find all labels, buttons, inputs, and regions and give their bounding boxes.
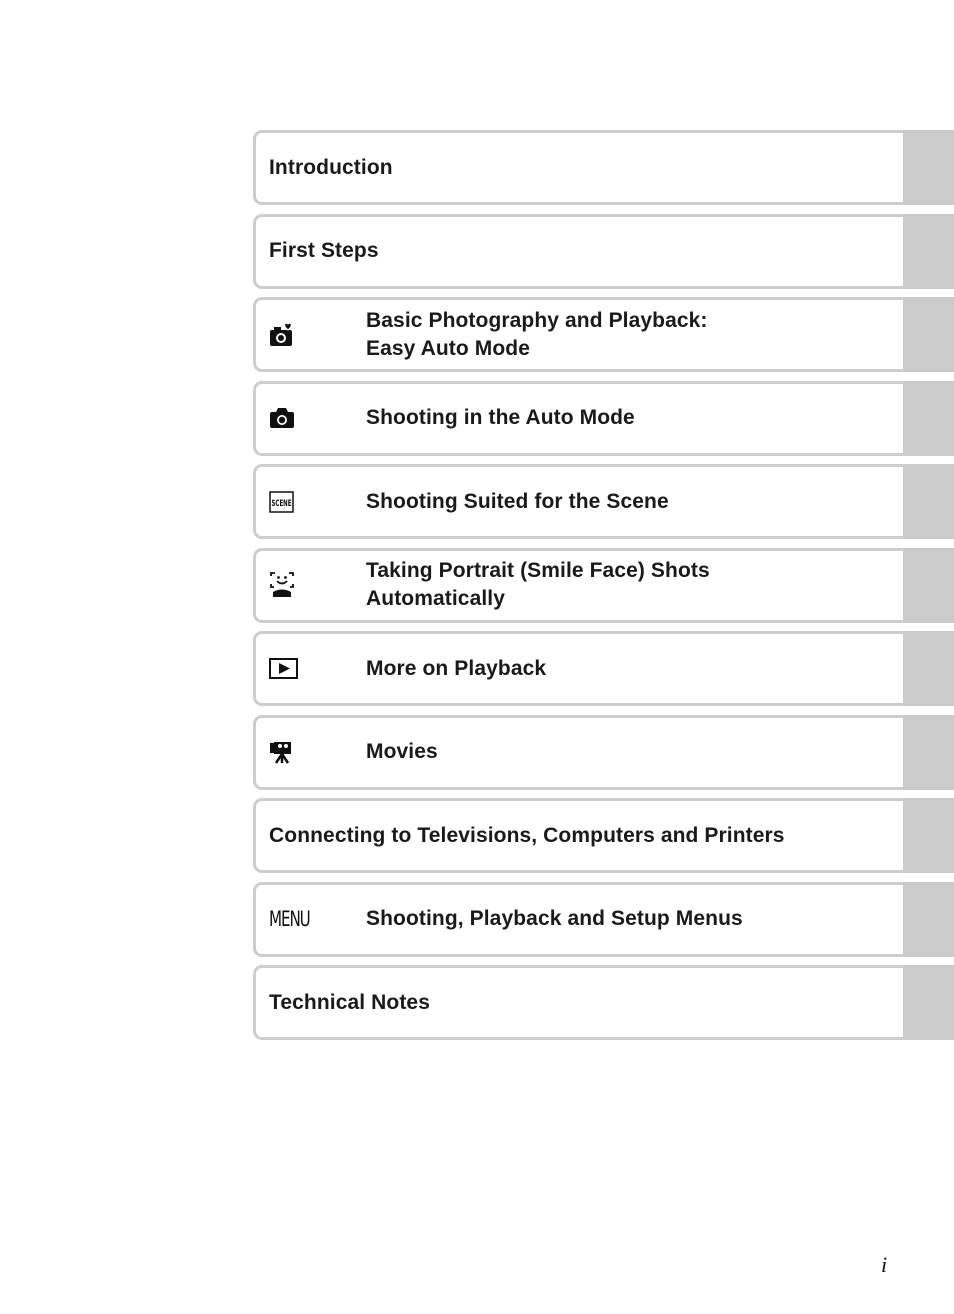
toc-item-label: Shooting in the Auto Mode	[366, 406, 635, 429]
toc-item-label: Connecting to Televisions, Computers and Printers	[269, 823, 785, 847]
toc-card	[253, 631, 903, 706]
toc-item-label: Movies	[366, 740, 438, 763]
table-of-contents	[253, 130, 954, 1049]
toc-item-label: Shooting, Playback and Setup Menus	[366, 907, 743, 930]
toc-item-label: Basic Photography and Playback: Easy Auto Mode	[366, 308, 708, 360]
toc-item-scene[interactable]	[253, 464, 954, 539]
toc-card	[253, 715, 903, 790]
toc-item-label: Technical Notes	[269, 990, 430, 1014]
toc-item-smile-face[interactable]	[253, 548, 954, 623]
playback-icon	[269, 631, 319, 706]
svg-text:SCENE: SCENE	[271, 498, 292, 509]
toc-item-menus[interactable]	[253, 882, 954, 957]
toc-item-connecting[interactable]	[253, 798, 954, 873]
toc-item-label: Taking Portrait (Smile Face) Shots Automatically	[366, 559, 710, 610]
menu-icon-text: MENU	[269, 907, 310, 931]
page-number: i	[881, 1252, 888, 1277]
toc-item-introduction[interactable]	[253, 130, 954, 205]
toc-item-technical-notes[interactable]	[253, 965, 954, 1040]
movie-camera-icon	[269, 715, 319, 790]
toc-item-easy-auto-mode[interactable]	[253, 297, 954, 372]
easy-auto-camera-icon	[269, 297, 319, 372]
toc-item-auto-mode[interactable]	[253, 381, 954, 456]
toc-item-label: First Steps	[269, 239, 379, 262]
toc-item-playback[interactable]	[253, 631, 954, 706]
toc-item-label: Shooting Suited for the Scene	[366, 489, 669, 513]
toc-item-label: More on Playback	[366, 656, 547, 680]
toc-item-first-steps[interactable]	[253, 214, 954, 289]
toc-item-movies[interactable]	[253, 715, 954, 790]
toc-item-label: Introduction	[269, 155, 393, 179]
smile-mode-icon	[269, 548, 319, 623]
scene-icon	[269, 464, 319, 539]
camera-icon	[269, 381, 319, 456]
menu-icon	[269, 882, 319, 957]
